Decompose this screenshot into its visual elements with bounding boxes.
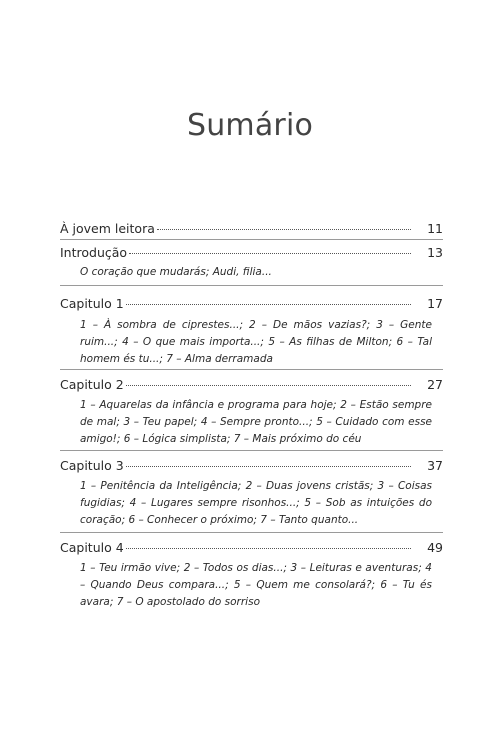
toc-entry-page: 37 bbox=[427, 458, 443, 473]
dot-leader bbox=[129, 253, 411, 254]
toc-entry-subtitles: 1 – Penitência da Inteligência; 2 – Duas jovens cristãs; 3 – Coisas fugidias; 4 – Lugares sempre risonhos...; 5 – Sob as intuições do coração; 6 – Conhecer o próximo; 7 – Tanto quanto... bbox=[80, 480, 432, 526]
divider bbox=[60, 285, 443, 286]
toc-entry-page: 27 bbox=[427, 377, 443, 392]
toc-entry-page: 49 bbox=[427, 540, 443, 555]
divider bbox=[60, 450, 443, 451]
toc-entry-label: Introdução bbox=[60, 245, 128, 260]
toc-entry-label: Capitulo 3 bbox=[60, 458, 124, 473]
dot-leader bbox=[126, 385, 411, 386]
toc-entry-capitulo-2[interactable] bbox=[60, 377, 443, 392]
toc-entry-page: 11 bbox=[427, 221, 443, 236]
toc-entry-page: 13 bbox=[427, 245, 443, 260]
toc-entry-page: 17 bbox=[427, 296, 443, 311]
toc-entry-subtitles: 1 – Teu irmão vive; 2 – Todos os dias...; 3 – Leituras e aventuras; 4 – Quando Deus compara...; 5 – Quem me consolará?; 6 – Tu és avara; 7 – O apostolado do sorriso bbox=[80, 562, 432, 608]
divider bbox=[60, 239, 443, 240]
toc-entry-subtitles: 1 – À sombra de ciprestes...; 2 – De mãos vazias?; 3 – Gente ruim...; 4 – O que mais importa...; 5 – As filhas de Milton; 6 – Tal homem és tu...; 7 – Alma derramada bbox=[80, 319, 432, 365]
toc-entry-capitulo-4[interactable] bbox=[60, 540, 443, 555]
divider bbox=[60, 369, 443, 370]
dot-leader bbox=[126, 548, 411, 549]
toc-entry-introducao[interactable] bbox=[60, 245, 443, 260]
toc-entry-label: Capitulo 1 bbox=[60, 296, 124, 311]
dot-leader bbox=[126, 304, 411, 305]
toc-entry-label: À jovem leitora bbox=[60, 221, 155, 236]
toc-entry-capitulo-3[interactable] bbox=[60, 458, 443, 473]
toc-entry-capitulo-1[interactable] bbox=[60, 296, 443, 311]
toc-entry-subtitles: O coração que mudarás; Audi, filia... bbox=[80, 266, 272, 278]
dot-leader bbox=[157, 229, 411, 230]
toc-entry-label: Capitulo 2 bbox=[60, 377, 124, 392]
dot-leader bbox=[126, 466, 411, 467]
page-title: Sumário bbox=[186, 108, 314, 143]
toc-entry-a-jovem-leitora[interactable] bbox=[60, 221, 443, 236]
toc-entry-label: Capitulo 4 bbox=[60, 540, 124, 555]
divider bbox=[60, 532, 443, 533]
toc-entry-subtitles: 1 – Aquarelas da infância e programa para hoje; 2 – Estão sempre de mal; 3 – Teu papel; 4 – Sempre pronto...; 5 – Cuidado com esse amigo!; 6 – Lógica simplista; 7 – Mais próximo do céu bbox=[80, 399, 432, 445]
